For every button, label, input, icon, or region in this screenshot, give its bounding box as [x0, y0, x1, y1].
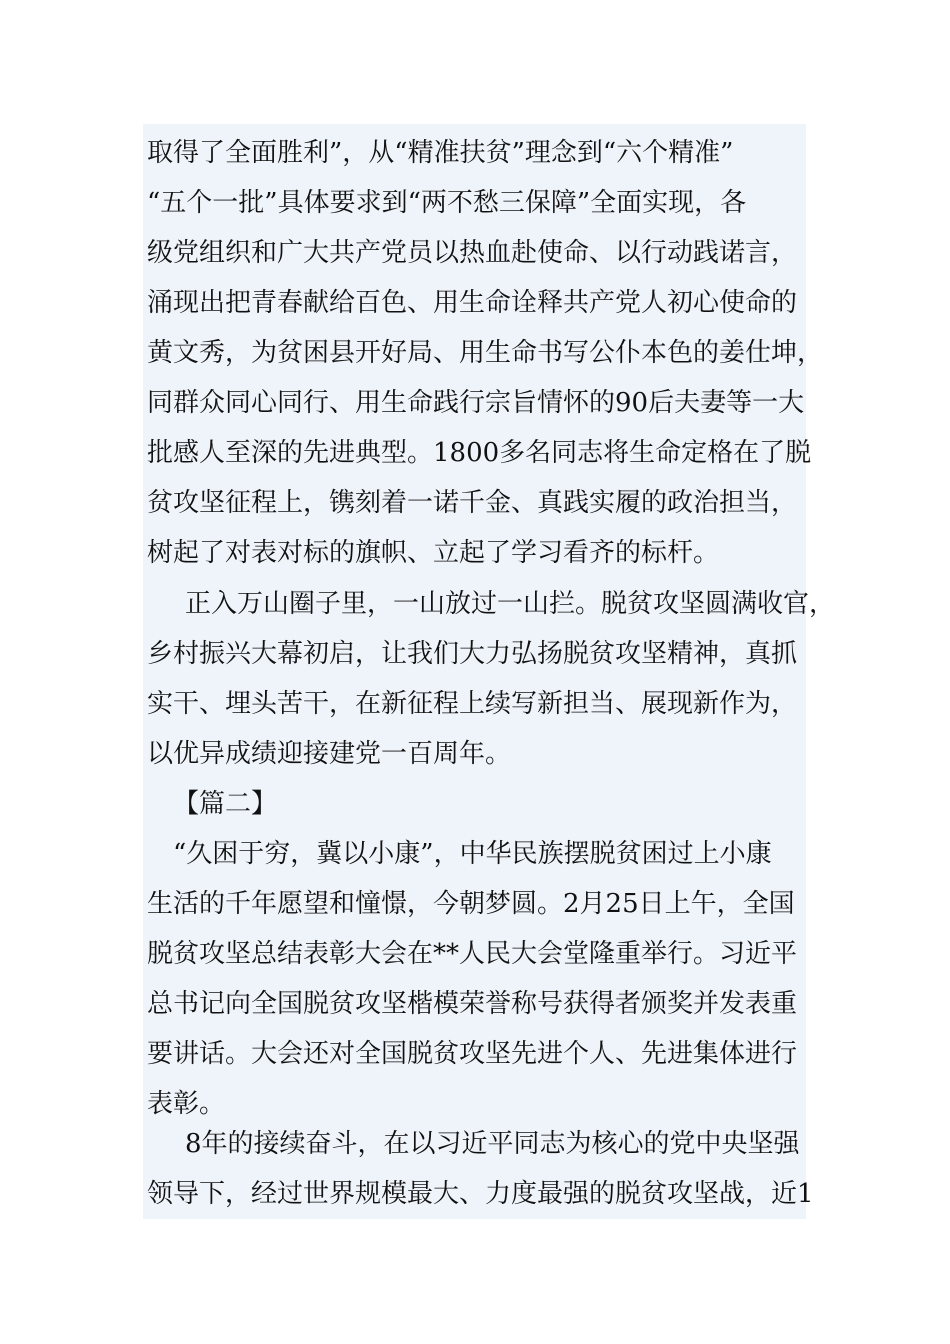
section-heading: 【篇二】: [173, 789, 278, 819]
text-line: 批感人至深的先进典型。1800多名同志将生命定格在了脱: [147, 438, 812, 468]
text-line: 级党组织和广大共产党员以热血赴使命、以行动践诺言，: [147, 238, 798, 268]
text-line: 生活的千年愿望和憧憬，今朝梦圆。2月25日上午，全国: [147, 889, 795, 919]
text-line: 表彰。: [147, 1089, 226, 1119]
text-line: 乡村振兴大幕初启，让我们大力弘扬脱贫攻坚精神，真抓: [147, 639, 798, 669]
text-line: “五个一批”具体要求到“两不愁三保障”全面实现，各: [147, 188, 747, 218]
document-text-block: [143, 124, 836, 1219]
text-line: 以优异成绩迎接建党一百周年。: [147, 739, 512, 769]
text-line: 实干、埋头苦干，在新征程上续写新担当、展现新作为，: [147, 689, 798, 719]
text-line: 黄文秀，为贫困县开好局、用生命书写公仆本色的姜仕坤，: [147, 338, 824, 368]
text-line: 取得了全面胜利”，从“精准扶贫”理念到“六个精准”: [147, 138, 734, 168]
text-line: 脱贫攻坚总结表彰大会在**人民大会堂隆重举行。习近平: [147, 939, 798, 969]
text-line: 总书记向全国脱贫攻坚楷模荣誉称号获得者颁奖并发表重: [147, 989, 798, 1019]
text-line: 树起了对表对标的旗帜、立起了学习看齐的标杆。: [147, 538, 720, 568]
text-line: 涌现出把青春献给百色、用生命诠释共产党人初心使命的: [147, 288, 798, 318]
text-line: 8年的接续奋斗，在以习近平同志为核心的党中央坚强: [185, 1129, 800, 1159]
text-line: 贫攻坚征程上，镌刻着一诺千金、真践实履的政治担当，: [147, 488, 798, 518]
text-line: 正入万山圈子里，一山放过一山拦。脱贫攻坚圆满收官，: [185, 589, 836, 619]
text-line: 同群众同心同行、用生命践行宗旨情怀的90后夫妻等一大: [147, 388, 805, 418]
text-line: 领导下，经过世界规模最大、力度最强的脱贫攻坚战，近1: [147, 1179, 814, 1209]
text-line: “久困于穷，冀以小康”，中华民族摆脱贫困过上小康: [173, 839, 772, 869]
text-line: 要讲话。大会还对全国脱贫攻坚先进个人、先进集体进行: [147, 1039, 798, 1069]
